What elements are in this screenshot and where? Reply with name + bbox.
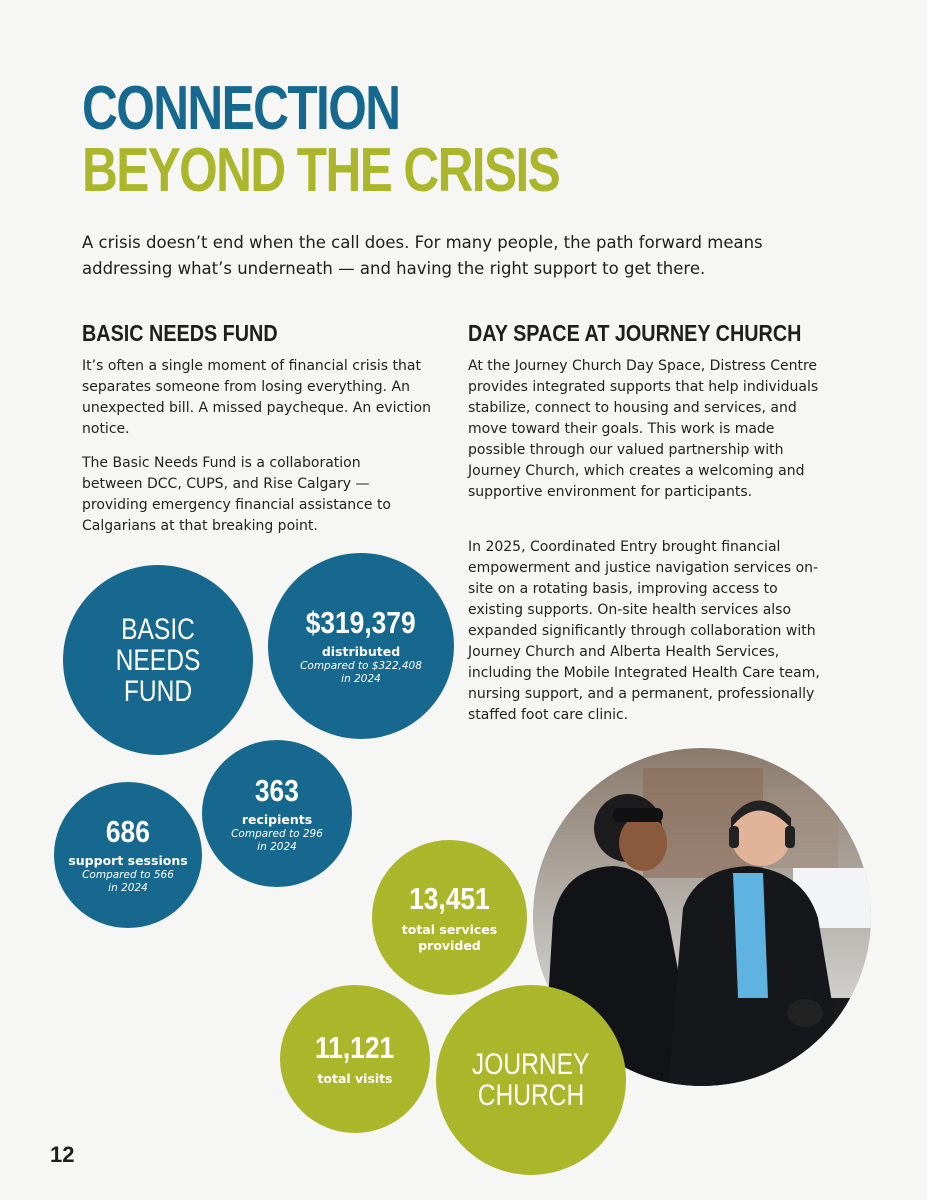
support-sessions-note-line-1: Compared to 566 xyxy=(82,869,174,881)
journey-church-circle-line-2: CHURCH xyxy=(477,1079,585,1112)
day-space-paragraph-1: At the Journey Church Day Space, Distress Centre provides integrated supports that help individuals stabilize, connect to housing and services, and move toward their goals. This work is made possible through our valued partnership with Journey Church, which creates a welcoming and supportive environment for participants. xyxy=(468,358,819,500)
recipients-note-line-1: Compared to 296 xyxy=(231,827,323,840)
recipients-note-line-2: in 2024 xyxy=(257,840,297,853)
basic-needs-fund-circle-line-1: BASIC xyxy=(121,612,195,646)
day-space-title: DAY SPACE AT JOURNEY CHURCH xyxy=(468,320,802,346)
support-sessions-stat-circle xyxy=(54,782,202,928)
page-headline xyxy=(82,74,560,205)
journey-church-circle xyxy=(436,985,626,1175)
basic-needs-paragraph-2: The Basic Needs Fund is a collaboration between DCC, CUPS, and Rise Calgary — providing emergency financial assistance to Calgarians at that breaking point. xyxy=(82,455,391,534)
journey-church-circle-line-1: JOURNEY xyxy=(472,1048,590,1081)
basic-needs-fund-circle xyxy=(63,565,253,755)
support-sessions-note-line-2: in 2024 xyxy=(108,882,148,894)
headline-line-2: BEYOND THE CRISIS xyxy=(82,136,560,205)
total-services-label-line-2: provided xyxy=(418,937,481,953)
day-space-paragraph-2: In 2025, Coordinated Entry brought financial empowerment and justice navigation services on-site on a rotating basis, improving access to existing supports. On-site health services also expanded significantly through collaboration with Journey Church and Alberta Health Services, including the Mobile Integrated Health Care team, nursing support, and a permanent, professionally staffed foot care clinic. xyxy=(468,539,820,723)
total-visits-stat-circle xyxy=(280,985,430,1133)
basic-needs-fund-circle-line-2: NEEDS FUND xyxy=(115,643,201,708)
recipients-value: 363 xyxy=(255,772,299,808)
distributed-note-line-1: Compared to $322,408 xyxy=(300,660,422,672)
distributed-note-line-2: in 2024 xyxy=(341,673,381,685)
support-sessions-label: support sessions xyxy=(68,853,188,868)
support-sessions-value: 686 xyxy=(106,814,150,849)
basic-needs-title: BASIC NEEDS FUND xyxy=(82,320,278,346)
headline-line-1: CONNECTION xyxy=(82,74,400,143)
total-services-label-line-1: total services xyxy=(401,921,498,937)
page-number: 12 xyxy=(50,1142,75,1167)
distributed-label: distributed xyxy=(321,644,401,659)
total-visits-label: total visits xyxy=(317,1071,393,1086)
distributed-value: $319,379 xyxy=(306,605,416,640)
total-services-stat-circle xyxy=(372,840,527,995)
distributed-stat-circle xyxy=(268,553,454,739)
total-visits-value: 11,121 xyxy=(315,1030,395,1065)
recipients-label: recipients xyxy=(241,811,313,827)
intro-text: A crisis doesn’t end when the call does. For many people, the path forward means addressing what’s underneath — and having the right support to get there. xyxy=(82,233,763,278)
recipients-stat-circle xyxy=(202,740,352,887)
total-services-value: 13,451 xyxy=(409,880,490,916)
basic-needs-paragraph-1: It’s often a single moment of financial crisis that separates someone from losing everything. An unexpected bill. A missed paycheque. An eviction notice. xyxy=(82,358,431,437)
